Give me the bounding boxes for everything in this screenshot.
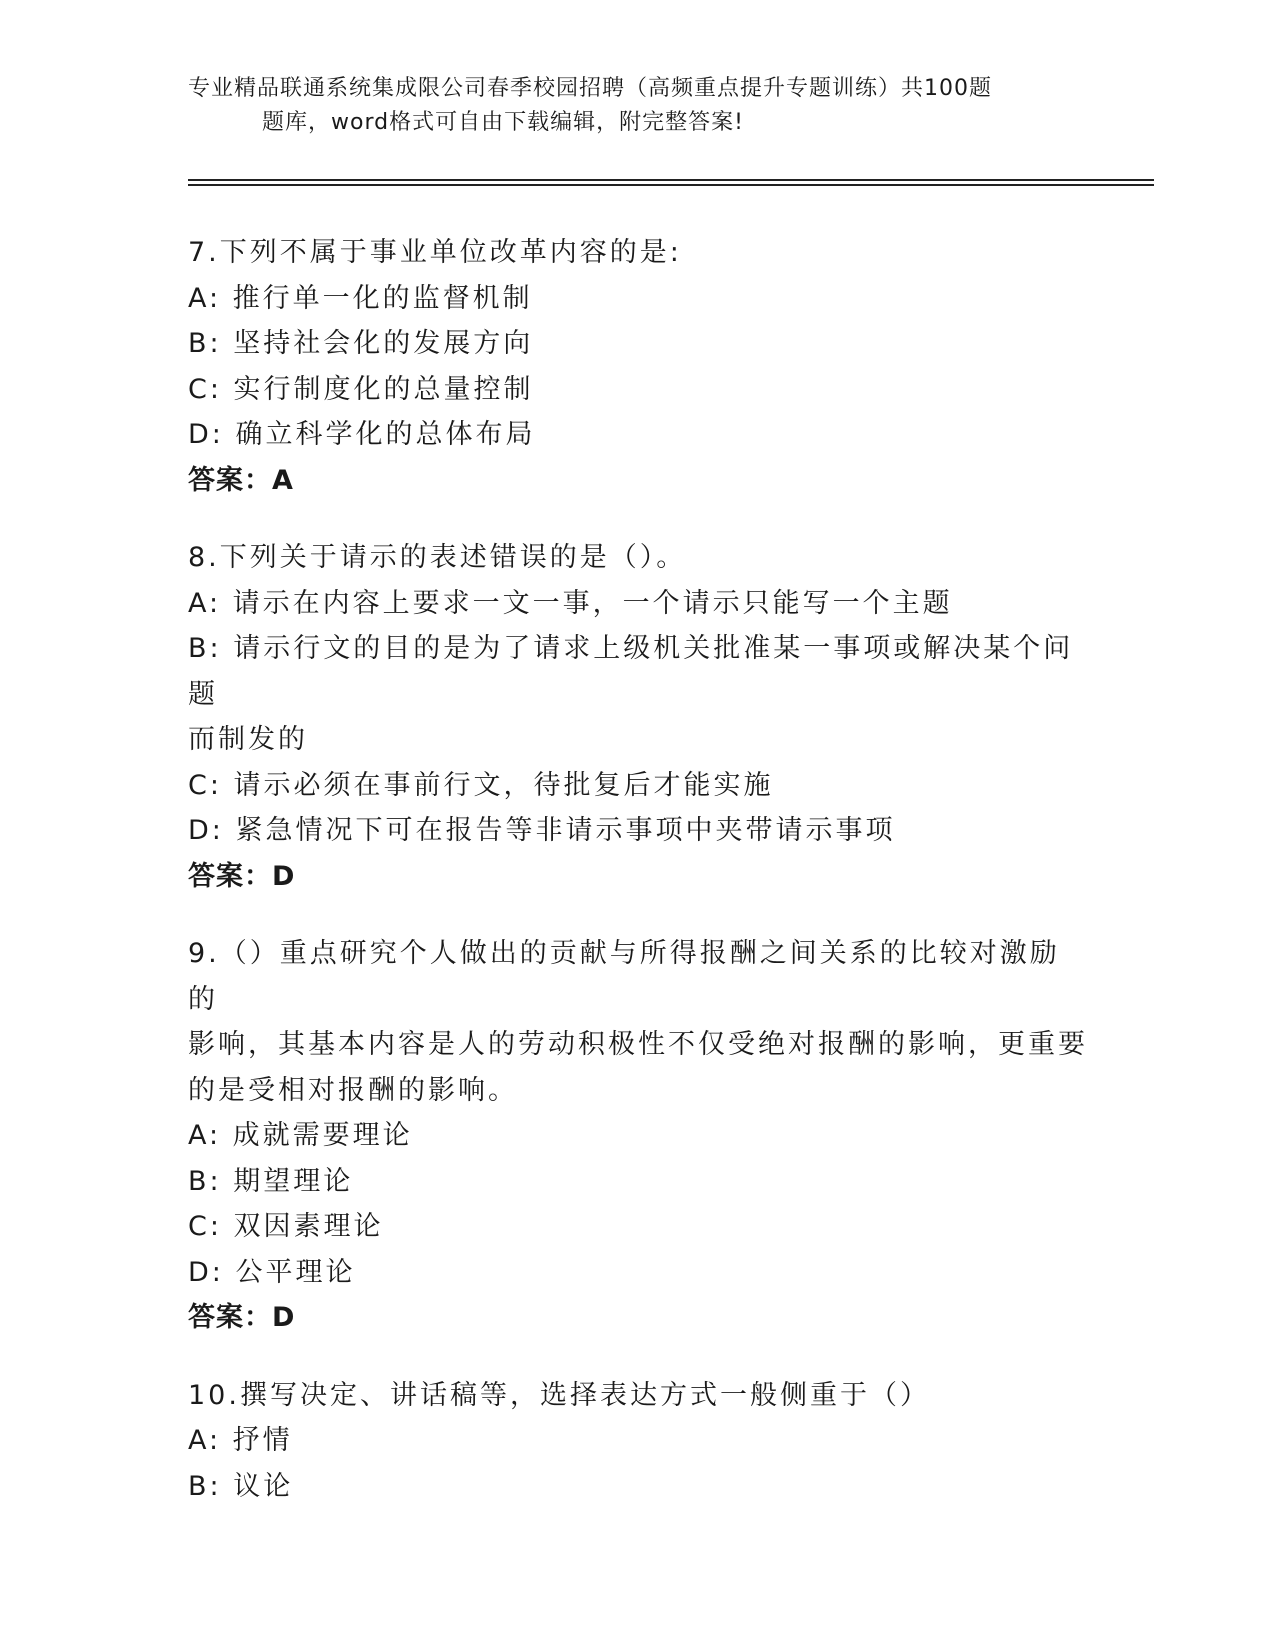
- document-header: [188, 72, 1068, 140]
- option-d: D: 公平理论: [188, 1256, 356, 1288]
- question-list: [188, 230, 1088, 1541]
- option-b: B: 议论: [188, 1470, 294, 1502]
- question-stem-line-3: 的是受相对报酬的影响。: [188, 1074, 518, 1106]
- option-b: B: 坚持社会化的发展方向: [188, 328, 534, 359]
- option-d: D: 紧急情况下可在报告等非请示事项中夹带请示事项: [188, 815, 896, 846]
- option-a: A: 推行单一化的监督机制: [188, 282, 533, 314]
- header-divider-bottom: [188, 184, 1154, 186]
- option-b-continued: 而制发的: [188, 724, 308, 755]
- option-d: D: 确立科学化的总体布局: [188, 419, 536, 450]
- question-stem: 7.下列不属于事业单位改革内容的是:: [188, 237, 682, 268]
- option-c: C: 请示必须在事前行文，待批复后才能实施: [188, 769, 774, 801]
- question-stem-line-2: 影响，其基本内容是人的劳动积极性不仅受绝对报酬的影响，更重要: [188, 1029, 1088, 1060]
- document-title-line-2: 题库，word格式可自由下载编辑，附完整答案!: [262, 110, 744, 135]
- option-a: A: 请示在内容上要求一文一事，一个请示只能写一个主题: [188, 587, 953, 619]
- option-a: A: 成就需要理论: [188, 1120, 413, 1151]
- question-9: [188, 931, 1088, 1341]
- answer: 答案：A: [188, 464, 294, 496]
- question-stem-line-1: 9.（）重点研究个人做出的贡献与所得报酬之间关系的比较对激励的: [188, 938, 1060, 1015]
- option-b: B: 请示行文的目的是为了请求上级机关批准某一事项或解决某个问题: [188, 633, 1074, 710]
- header-divider-top: [188, 179, 1154, 181]
- question-10: [188, 1373, 1088, 1510]
- option-b: B: 期望理论: [188, 1165, 354, 1197]
- question-stem: 8.下列关于请示的表述错误的是（）。: [188, 542, 687, 573]
- question-stem: 10.撰写决定、讲话稿等，选择表达方式一般侧重于（）: [188, 1379, 930, 1411]
- option-a: A: 抒情: [188, 1425, 293, 1456]
- option-c: C: 实行制度化的总量控制: [188, 373, 534, 405]
- answer: 答案：D: [188, 860, 296, 892]
- option-c: C: 双因素理论: [188, 1211, 384, 1242]
- question-8: [188, 535, 1088, 899]
- question-7: [188, 230, 1088, 503]
- document-title-line-1: 专业精品联通系统集成限公司春季校园招聘（高频重点提升专题训练）共100题: [188, 76, 992, 101]
- answer: 答案：D: [188, 1302, 296, 1333]
